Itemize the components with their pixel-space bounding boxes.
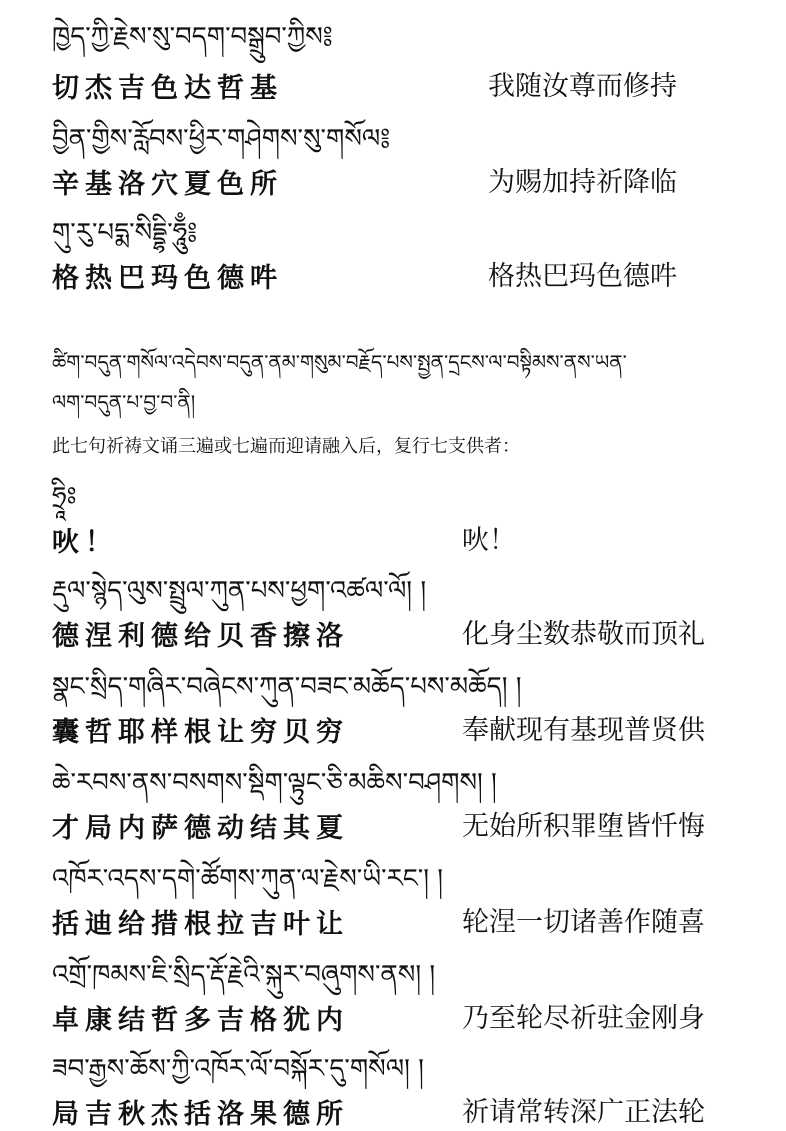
verse-tibetan-5: འགྲོ་ཁམས་ཇི་སྲིད་རྡོ་རྗེའི་སྐུར་བཞུགས་ནས། །: [52, 960, 436, 990]
verse-tibetan-4: འཁོར་འདས་དགེ་ཚོགས་ཀུན་ལ་རྗེས་ཡི་རང་། །: [52, 864, 444, 894]
instruction-tibetan-line-2: ལག་བདུན་པ་བྱ་བ་ནི།: [52, 390, 196, 414]
verse-tibetan-3: ཆེ་རབས་ནས་བསགས་སྡིག་ལྟུང་ཅི་མཆིས་བཤགས། །: [52, 768, 497, 798]
instruction-tibetan-line-1: ཚིག་བདུན་གསོལ་འདེབས་བདུན་ནམ་གསུམ་བརྗོད་པས་སྤྱན་དྲངས་ལ་བསྟིམས་ནས་ཡན་: [52, 350, 627, 374]
verse-tibetan-1: རྡུལ་སྙེད་ལུས་སྤྲུལ་ཀུན་པས་ཕྱག་འཚལ་ལོ། །: [52, 576, 427, 606]
verse-transliteration-3: 才局内萨德动结其夏: [52, 813, 349, 844]
verse-chinese-3: 无始所积罪堕皆忏悔: [462, 811, 705, 842]
invocation-transliteration-2: 辛基洛穴夏色所: [52, 169, 283, 200]
invocation-tibetan-3: གུ་རུ་པདྨ་སིདྡྷི་ཧཱུྃ༔: [52, 218, 198, 248]
instruction-chinese: 此七句祈祷文诵三遍或七遍而迎请融入后，复行七支供者：: [52, 436, 520, 457]
verse-chinese-1: 化身尘数恭敬而顶礼: [462, 619, 705, 650]
verse-transliteration-1: 德涅利德给贝香擦洛: [52, 621, 349, 652]
verse-transliteration-6: 局吉秋杰括洛果德所: [52, 1099, 349, 1130]
invocation-tibetan-1: ཁྱེད་ཀྱི་རྗེས་སུ་བདག་བསྒྲུབ་ཀྱིས༔: [52, 22, 333, 52]
verse-tibetan-6: ཟབ་རྒྱས་ཆོས་ཀྱི་འཁོར་ལོ་བསྐོར་དུ་གསོལ། །: [52, 1054, 424, 1084]
verse-transliteration-5: 卓康结哲多吉格犹内: [52, 1005, 349, 1036]
verse-chinese-2: 奉献现有基现普贤供: [462, 715, 705, 746]
verse-transliteration-4: 括迪给措根拉吉叶让: [52, 909, 349, 940]
verse-tibetan-2: སྣང་སྲིད་གཞིར་བཞེངས་ཀུན་བཟང་མཆོད་པས་མཆོད། །: [52, 672, 522, 702]
invocation-chinese-3: 格热巴玛色德吽: [488, 261, 677, 292]
hri-chinese: 吙！: [462, 525, 516, 556]
invocation-transliteration-3: 格热巴玛色德吽: [52, 263, 283, 294]
invocation-chinese-1: 我随汝尊而修持: [488, 71, 677, 102]
verse-chinese-5: 乃至轮尽祈驻金刚身: [462, 1003, 705, 1034]
verse-transliteration-2: 囊哲耶样根让穷贝穷: [52, 717, 349, 748]
hri-tibetan: ཧྲཱིཿ: [52, 482, 77, 512]
invocation-transliteration-1: 切杰吉色达哲基: [52, 73, 283, 104]
verse-chinese-4: 轮涅一切诸善作随喜: [462, 907, 705, 938]
verse-chinese-6: 祈请常转深广正法轮: [462, 1097, 705, 1128]
hri-transliteration: 吙！: [52, 527, 118, 558]
invocation-tibetan-2: བྱིན་གྱིས་རློབས་ཕྱིར་གཤེགས་སུ་གསོལ༔: [52, 124, 391, 154]
invocation-chinese-2: 为赐加持祈降临: [488, 167, 677, 198]
